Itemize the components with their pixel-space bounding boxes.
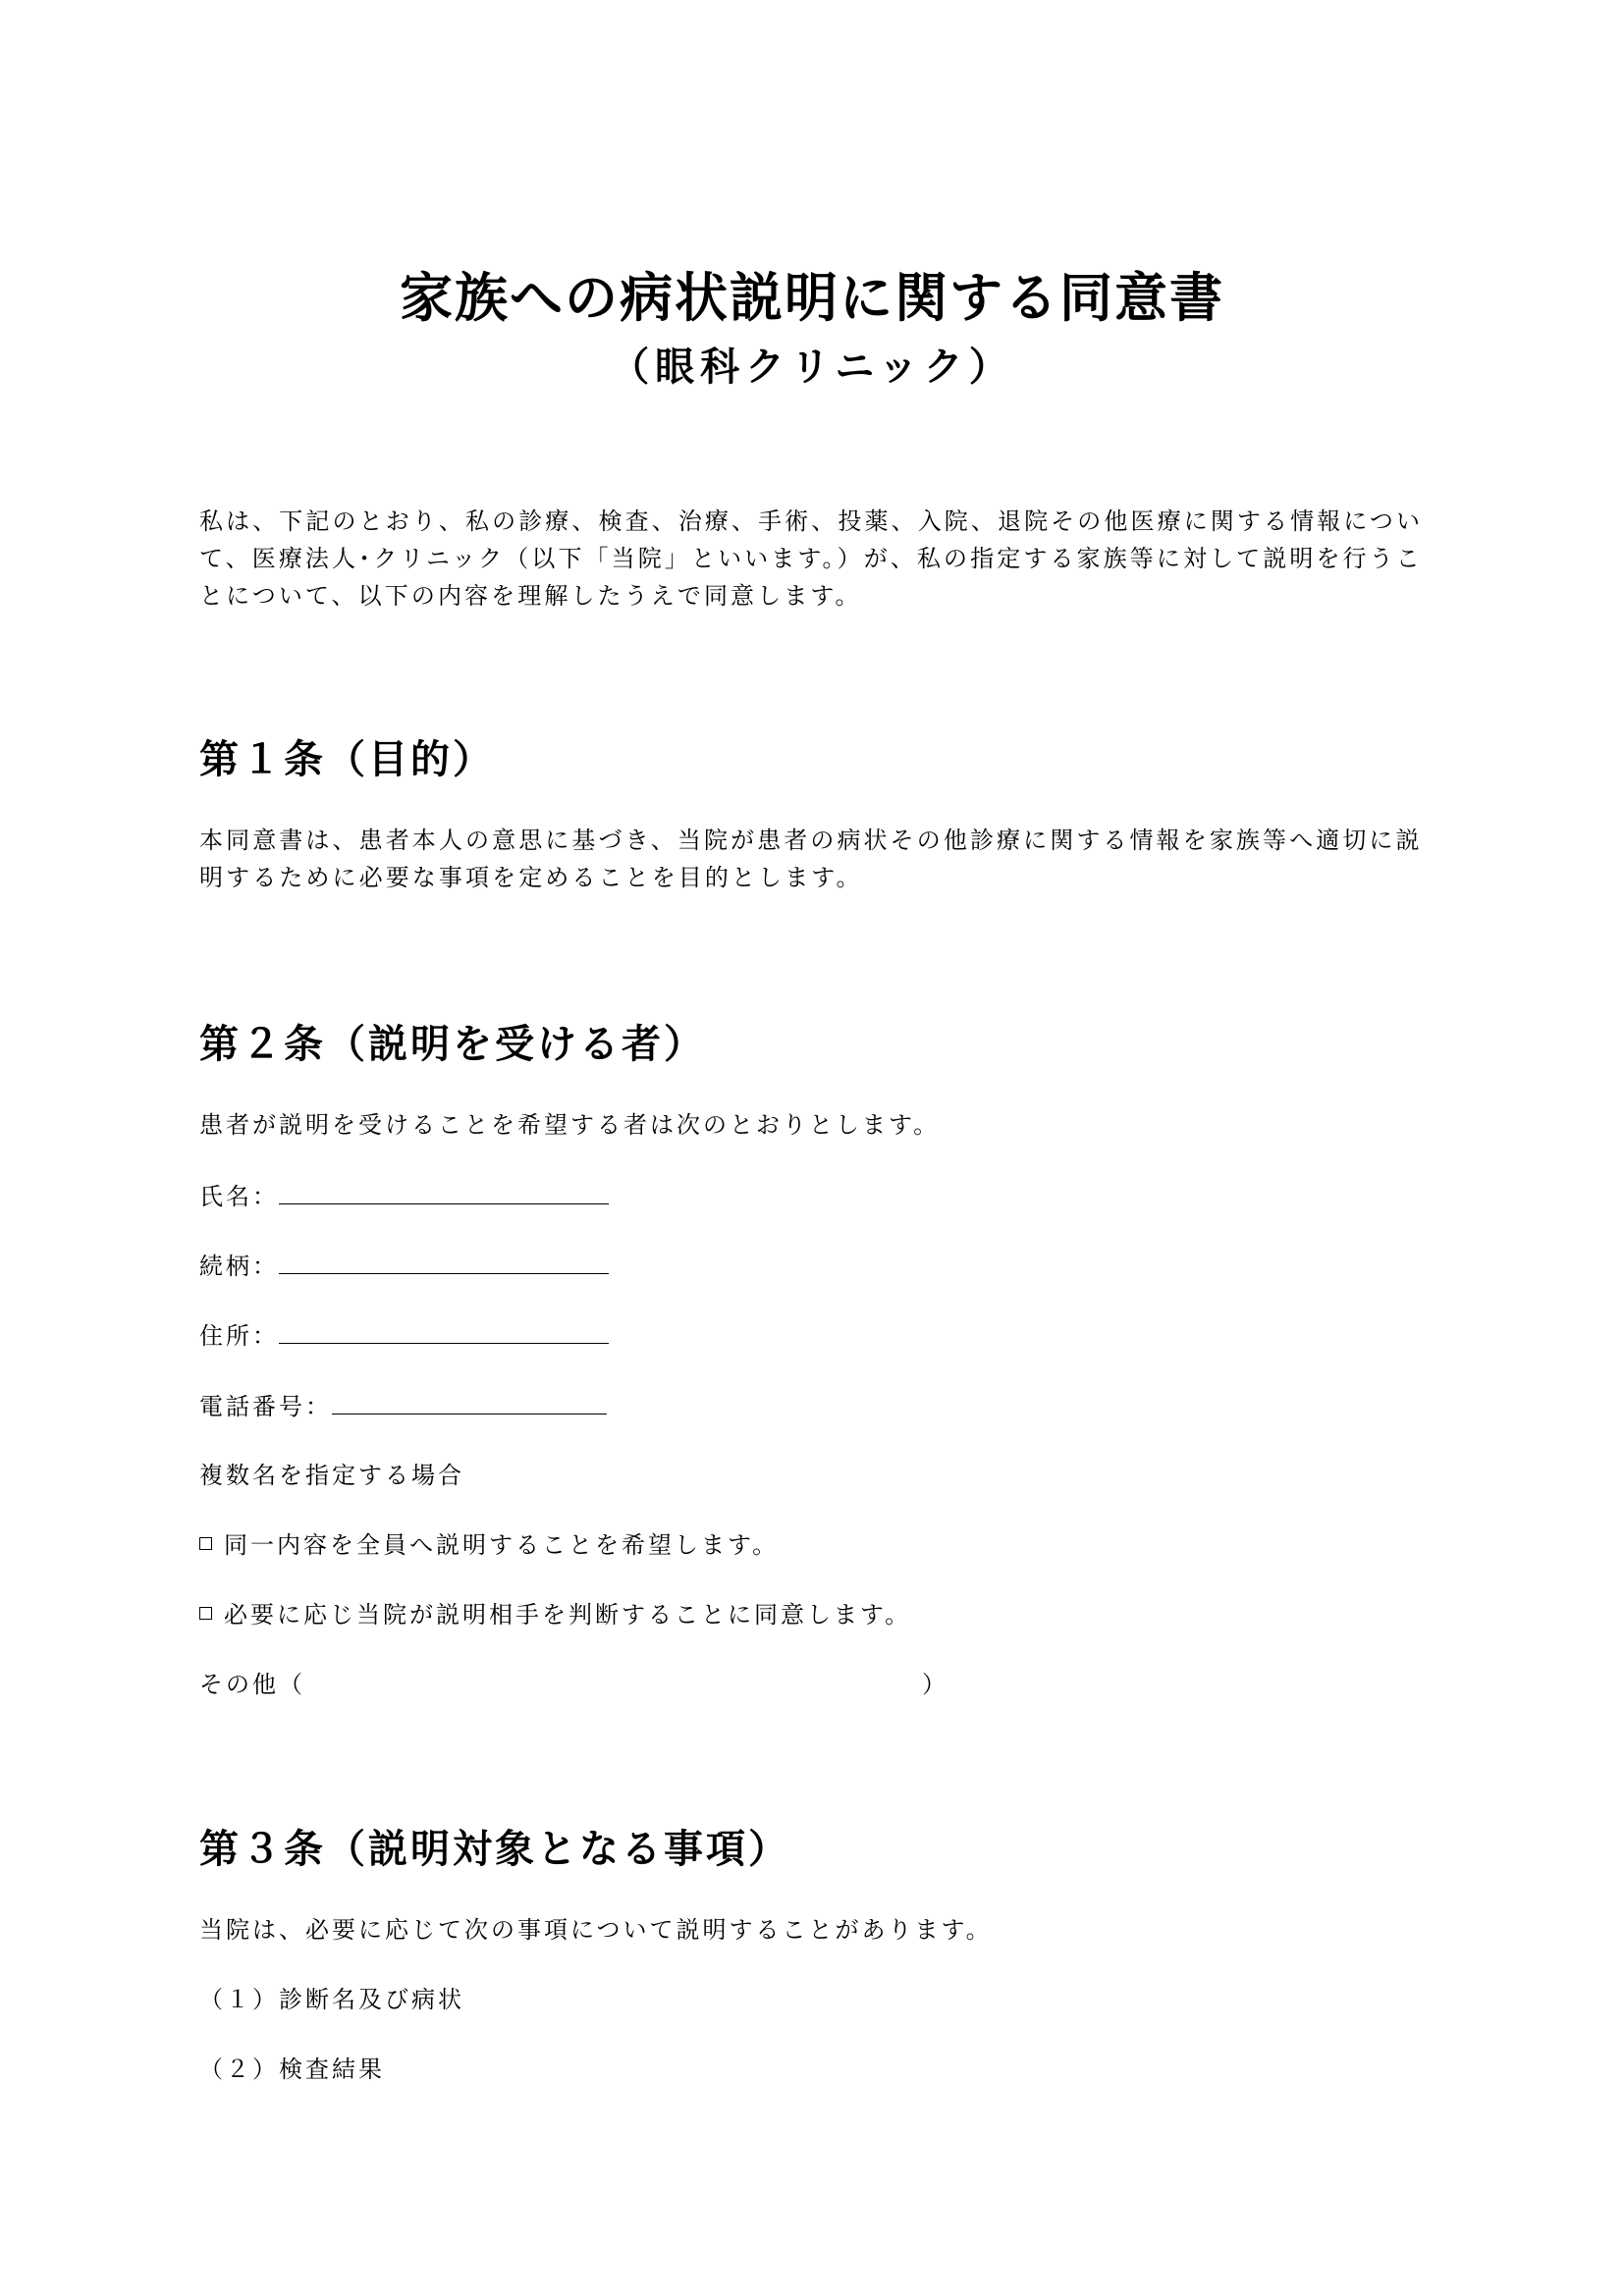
address-field[interactable] [199,1319,609,1352]
option-clinic-judgement-label: 必要に応じ当院が説明相手を判断することに同意します。 [224,1601,912,1629]
article-1-body: 本同意書は、患者本人の意思に基づき、当院が患者の病状その他診療に関する情報を家族等へ適切に説明するために必要な事項を定めることを目的とします。 [199,827,1423,891]
phone-field-blank[interactable] [332,1390,607,1415]
list-item: （１）診断名及び病状 [199,1986,464,2013]
other-field[interactable] [199,1669,946,1700]
article-2-intro: 患者が説明を受けることを希望する者は次のとおりとします。 [199,1111,941,1139]
checkbox-icon[interactable] [199,1607,212,1620]
intro-paragraph: 私は、下記のとおり、私の診療、検査、治療、手術、投薬、入院、退院その他医療に関する情報について、医療法人･クリニック（以下「当院」といいます。）が、私の指定する家族等に対して説明を行うことについて、以下の内容を理解したうえで同意します。 [199,507,1424,610]
address-field-label: 住所： [199,1322,279,1350]
address-field-blank[interactable] [279,1319,609,1344]
option-clinic-judgement[interactable] [199,1599,911,1630]
article-2-heading: 第２条（説明を受ける者） [199,1022,706,1067]
relation-field-label: 続柄： [199,1253,279,1280]
option-same-content[interactable] [199,1529,779,1561]
other-field-label: その他（ [199,1671,305,1698]
name-field-label: 氏名： [199,1183,279,1210]
checkbox-icon[interactable] [199,1537,212,1550]
relation-field[interactable] [199,1250,609,1282]
phone-field[interactable] [199,1390,607,1422]
document-title: 家族への病状説明に関する同意書 [400,267,1224,329]
name-field-blank[interactable] [279,1180,609,1204]
document-subtitle: （眼科クリニック） [610,345,1014,390]
relation-field-blank[interactable] [279,1250,609,1274]
phone-field-label: 電話番号： [199,1393,332,1420]
list-item: （２）検査結果 [199,2056,385,2083]
article-1-heading: 第１条（目的） [199,737,495,782]
article-3-heading: 第３条（説明対象となる事項） [199,1827,790,1872]
name-field[interactable] [199,1180,609,1212]
article-3-intro: 当院は、必要に応じて次の事項について説明することがあります。 [199,1916,993,1944]
multiple-designation-label: 複数名を指定する場合 [199,1462,464,1489]
other-field-close: ） [922,1671,948,1698]
option-same-content-label: 同一内容を全員へ説明することを希望します。 [224,1531,780,1559]
